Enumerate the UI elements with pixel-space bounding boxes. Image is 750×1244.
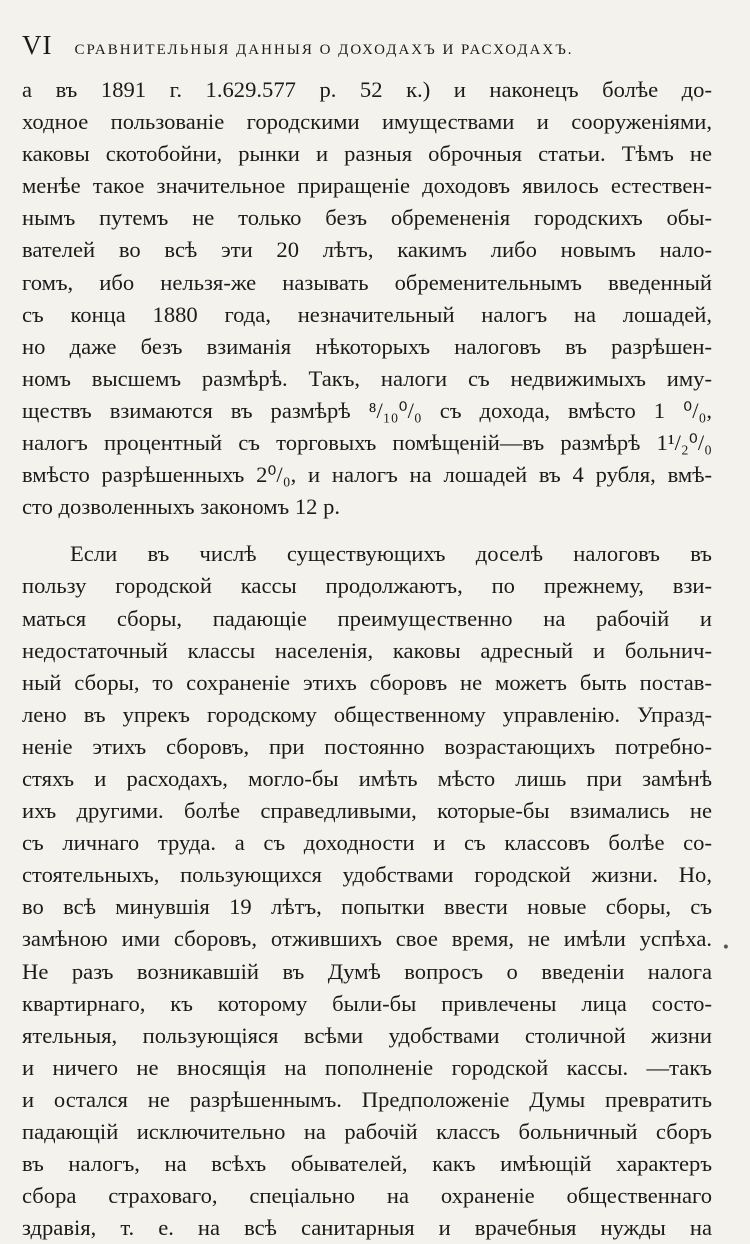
text-line: сто дозволенныхъ закономъ 12 р. (22, 494, 341, 520)
running-title: СРАВНИТЕЛЬНЫЯ ДАННЫЯ О ДОХОДАХЪ И РАСХОДАХЪ. (74, 42, 574, 58)
text-line: и ничего не вносящія на пополненіе городской кассы. —такъ (22, 1054, 712, 1080)
text-line: лено въ упрекъ городскому общественному управленію. Упразд- (22, 701, 712, 727)
text-line: съ конца 1880 года, незначительный налогъ на лошадей, (22, 301, 712, 327)
text-line: нымъ путемъ не только безъ обремененія городскихъ обы- (22, 205, 712, 231)
paragraph-gap (22, 523, 720, 538)
text-line: Не разъ возникавшій въ Думѣ вопросъ о введеніи налога (22, 958, 712, 984)
text-line: во всѣ минувшія 19 лѣтъ, попытки ввести новые сборы, съ (22, 894, 712, 920)
paragraph-2 (22, 538, 720, 1244)
text-line: сбора страховаго, спеціально на охраненіе общественнаго (22, 1183, 712, 1209)
text-line: въ налогъ, на всѣхъ обывателей, какъ имѣющій характеръ (22, 1151, 712, 1177)
text-line: налогъ процентный съ торговыхъ помѣщеній—въ размѣрѣ 1¹/₂⁰/₀ (22, 430, 712, 456)
text-line: каковы скотобойни, рынки и разныя оброчныя статьи. Тѣмъ не (22, 141, 712, 167)
text-line: вмѣсто разрѣшенныхъ 2⁰/₀, и налогъ на лошадей въ 4 рубля, вмѣ- (22, 462, 712, 488)
text-line: съ личнаго труда. а съ доходности и съ классовъ болѣе со- (22, 830, 712, 856)
text-line: недостаточный классы населенія, каковы адресный и больнич- (22, 637, 712, 663)
text-line: стяхъ и расходахъ, могло-бы имѣть мѣсто лишь при замѣнѣ (22, 765, 712, 791)
page-number: VI (22, 30, 53, 60)
text-line: менѣе такое значительное приращеніе доходовъ явилось естествен- (22, 173, 712, 199)
running-head (22, 30, 720, 66)
text-line: пользу городской кассы продолжаютъ, по прежнему, взи- (22, 573, 712, 599)
margin-mark: • (721, 940, 730, 956)
paragraph-1 (22, 74, 720, 523)
text-line: и остался не разрѣшеннымъ. Предположеніе Думы превратить (22, 1086, 712, 1112)
text-line: ходное пользованіе городскими имуществами и сооруженіями, (22, 109, 712, 135)
text-line: стоятельныхъ, пользующихся удобствами городской жизни. Но, (22, 862, 712, 888)
text-line: квартирнаго, къ которому были-бы привлечены лица состо- (22, 990, 712, 1016)
text-line: но даже безъ взиманія нѣкоторыхъ налоговъ въ разрѣшен- (22, 333, 712, 359)
text-line: ихъ другими. болѣе справедливыми, которые-бы взимались не (22, 798, 712, 824)
text-line: замѣною ими сборовъ, отжившихъ свое время, не имѣли успѣха. (22, 926, 712, 952)
text-line: гомъ, ибо нельзя-же называть обременительнымъ введенный (22, 269, 712, 295)
text-line: маться сборы, падающіе преимущественно на рабочій и (22, 605, 712, 631)
text-line: падающій исключительно на рабочій классъ больничный сборъ (22, 1119, 712, 1144)
text-line: вателей во всѣ эти 20 лѣтъ, какимъ либо новымъ нало- (22, 237, 712, 263)
text-line: номъ высшемъ размѣрѣ. Такъ, налоги съ недвижимыхъ иму- (22, 365, 712, 391)
text-line: ятельныя, пользующіяся всѣми удобствами столичной жизни (22, 1022, 712, 1048)
text-line: здравія, т. е. на всѣ санитарныя и врачебныя нужды на (22, 1215, 712, 1241)
text-line: Если въ числѣ существующихъ доселѣ налоговъ въ (70, 541, 712, 567)
text-line: ществъ взимаются въ размѣрѣ ⁸/₁₀⁰/₀ съ дохода, вмѣсто 1 ⁰/₀, (22, 397, 712, 423)
text-line: ный сборы, то сохраненіе этихъ сборовъ не можетъ быть постав- (22, 669, 712, 695)
body-text (22, 74, 720, 1244)
text-line: неніе этихъ сборовъ, при постоянно возрастающихъ потребно- (22, 733, 712, 759)
text-line: а въ 1891 г. 1.629.577 р. 52 к.) и наконецъ болѣе до- (22, 77, 712, 102)
